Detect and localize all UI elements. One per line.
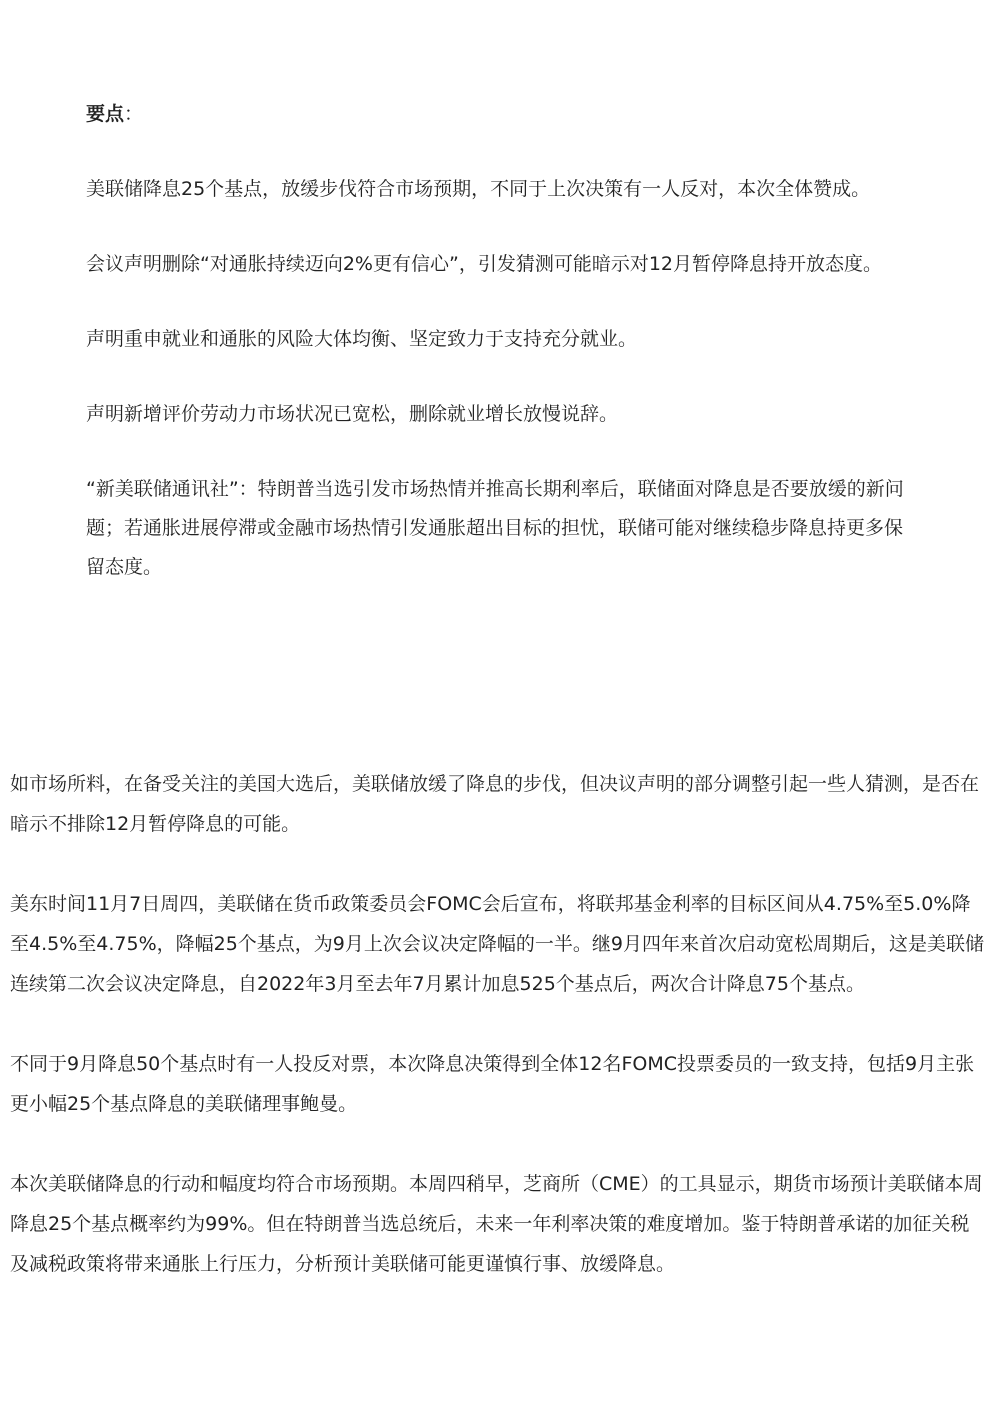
key-points-section (86, 94, 916, 623)
key-points-heading (86, 94, 916, 134)
key-points-colon: ： (124, 103, 144, 125)
key-point-item: 美联储降息25个基点，放缓步伐符合市场预期，不同于上次决策有一人反对，本次全体赞成。 (86, 178, 871, 200)
body-paragraph: 如市场所料，在备受关注的美国大选后，美联储放缓了降息的步伐，但决议声明的部分调整引起一些人猜测，是否在暗示不排除12月暂停降息的可能。 (10, 773, 980, 835)
key-point-item: “新美联储通讯社”：特朗普当选引发市场热情并推高长期利率后，联储面对降息是否要放缓的新问题；若通胀进展停滞或金融市场热情引发通胀超出目标的担忧，联储可能对继续稳步降息持更多保留态度。 (86, 478, 904, 578)
body-paragraph: 美东时间11月7日周四，美联储在货币政策委员会FOMC会后宣布，将联邦基金利率的目标区间从4.75%至5.0%降至4.5%至4.75%，降幅25个基点，为9月上次会议决定降幅的一半。继9月四年来首次启动宽松周期后，这是美联储连续第二次会议决定降息，自2022年3月至去年7月累计加息525个基点后，两次合计降息75个基点。 (10, 893, 984, 995)
key-points-title: 要点 (86, 103, 125, 125)
key-point-item: 声明新增评价劳动力市场状况已宽松，删除就业增长放慢说辞。 (86, 403, 619, 425)
key-point-item: 会议声明删除“对通胀持续迈向2%更有信心”，引发猜测可能暗示对12月暂停降息持开放态度。 (86, 253, 883, 275)
key-point-item: 声明重申就业和通胀的风险大体均衡、坚定致力于支持充分就业。 (86, 328, 638, 350)
body-paragraph: 本次美联储降息的行动和幅度均符合市场预期。本周四稍早，芝商所（CME）的工具显示，期货市场预计美联储本周降息25个基点概率约为99%。但在特朗普当选总统后，未来一年利率决策的难度增加。鉴于特朗普承诺的加征关税及减税政策将带来通胀上行压力，分析预计美联储可能更谨慎行事、放缓降息。 (10, 1173, 983, 1275)
body-paragraph: 不同于9月降息50个基点时有一人投反对票，本次降息决策得到全体12名FOMC投票委员的一致支持，包括9月主张更小幅25个基点降息的美联储理事鲍曼。 (10, 1053, 975, 1115)
article-body (10, 764, 985, 1324)
